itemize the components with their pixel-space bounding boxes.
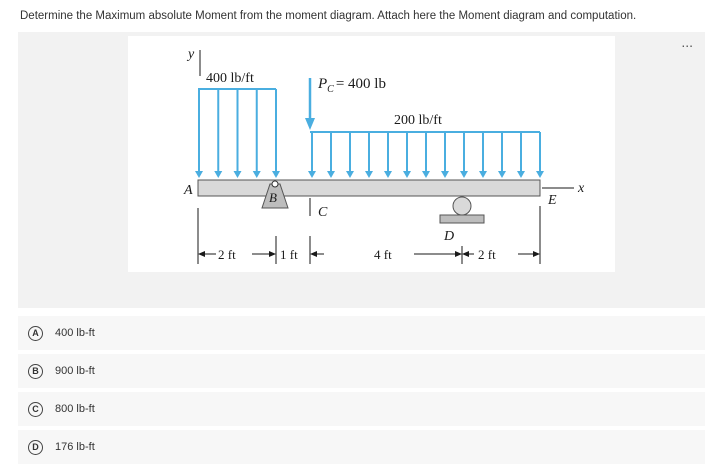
right-load-arrow-head xyxy=(422,171,430,178)
right-load-arrow-head xyxy=(346,171,354,178)
left-load-arrow-head xyxy=(214,171,222,178)
dim-label-3: 4 ft xyxy=(374,247,392,262)
point-load-arrowhead xyxy=(305,118,315,130)
right-load-arrow-head xyxy=(384,171,392,178)
option-a-text: 400 lb-ft xyxy=(55,327,95,339)
dim-label-1: 2 ft xyxy=(218,247,236,262)
answer-options xyxy=(18,316,705,468)
option-b[interactable] xyxy=(18,354,705,388)
point-D-label: D xyxy=(444,229,455,244)
point-load-sub: C xyxy=(327,84,334,95)
left-load-arrow-head xyxy=(272,171,280,178)
option-d-letter: D xyxy=(28,440,43,455)
option-c-text: 800 lb-ft xyxy=(55,403,95,415)
right-load-arrows xyxy=(308,132,544,178)
right-load-arrow-head xyxy=(308,171,316,178)
option-d-text: 176 lb-ft xyxy=(55,441,95,453)
left-load-arrows xyxy=(195,89,280,178)
right-load-arrow-head xyxy=(403,171,411,178)
option-a-letter: A xyxy=(28,326,43,341)
right-load-arrow-head xyxy=(327,171,335,178)
dim-label-4: 2 ft xyxy=(478,247,496,262)
point-E-label: E xyxy=(548,193,557,208)
option-c-letter: C xyxy=(28,402,43,417)
right-load-arrow-head xyxy=(365,171,373,178)
left-load-label: 400 lb/ft xyxy=(206,71,254,86)
right-load-arrow-head xyxy=(536,171,544,178)
x-axis-label: x xyxy=(578,181,585,196)
option-b-text: 900 lb-ft xyxy=(55,365,95,377)
point-B-label: B xyxy=(269,190,277,205)
right-load-arrow-head xyxy=(460,171,468,178)
y-axis-label: y xyxy=(188,47,195,62)
point-load-value: = 400 lb xyxy=(335,76,386,92)
left-load-arrow-head xyxy=(195,171,203,178)
option-a[interactable] xyxy=(18,316,705,350)
left-load-arrow-head xyxy=(234,171,242,178)
point-A-label: A xyxy=(184,183,193,198)
point-load-label: P xyxy=(318,76,328,92)
beam-diagram xyxy=(128,36,615,272)
right-load-arrow-head xyxy=(441,171,449,178)
point-C-label: C xyxy=(318,205,328,220)
option-b-letter: B xyxy=(28,364,43,379)
pin-B xyxy=(272,181,278,187)
beam-figure xyxy=(128,36,615,272)
right-load-arrow-head xyxy=(479,171,487,178)
question-figure-card xyxy=(18,32,705,308)
right-load-arrow-head xyxy=(498,171,506,178)
question-text: Determine the Maximum absolute Moment from the moment diagram. Attach here the Moment diagram and computation. xyxy=(20,10,637,22)
option-d[interactable] xyxy=(18,430,705,464)
option-c[interactable] xyxy=(18,392,705,426)
support-D-base xyxy=(440,215,484,223)
right-load-arrow-head xyxy=(517,171,525,178)
svg-text:PC= 400 lb xyxy=(317,76,386,95)
dim-label-2: 1 ft xyxy=(280,247,298,262)
more-dots-icon[interactable]: ... xyxy=(681,34,693,50)
right-load-label: 200 lb/ft xyxy=(394,113,442,128)
beam xyxy=(198,180,540,196)
roller-D xyxy=(453,197,471,215)
left-load-arrow-head xyxy=(253,171,261,178)
